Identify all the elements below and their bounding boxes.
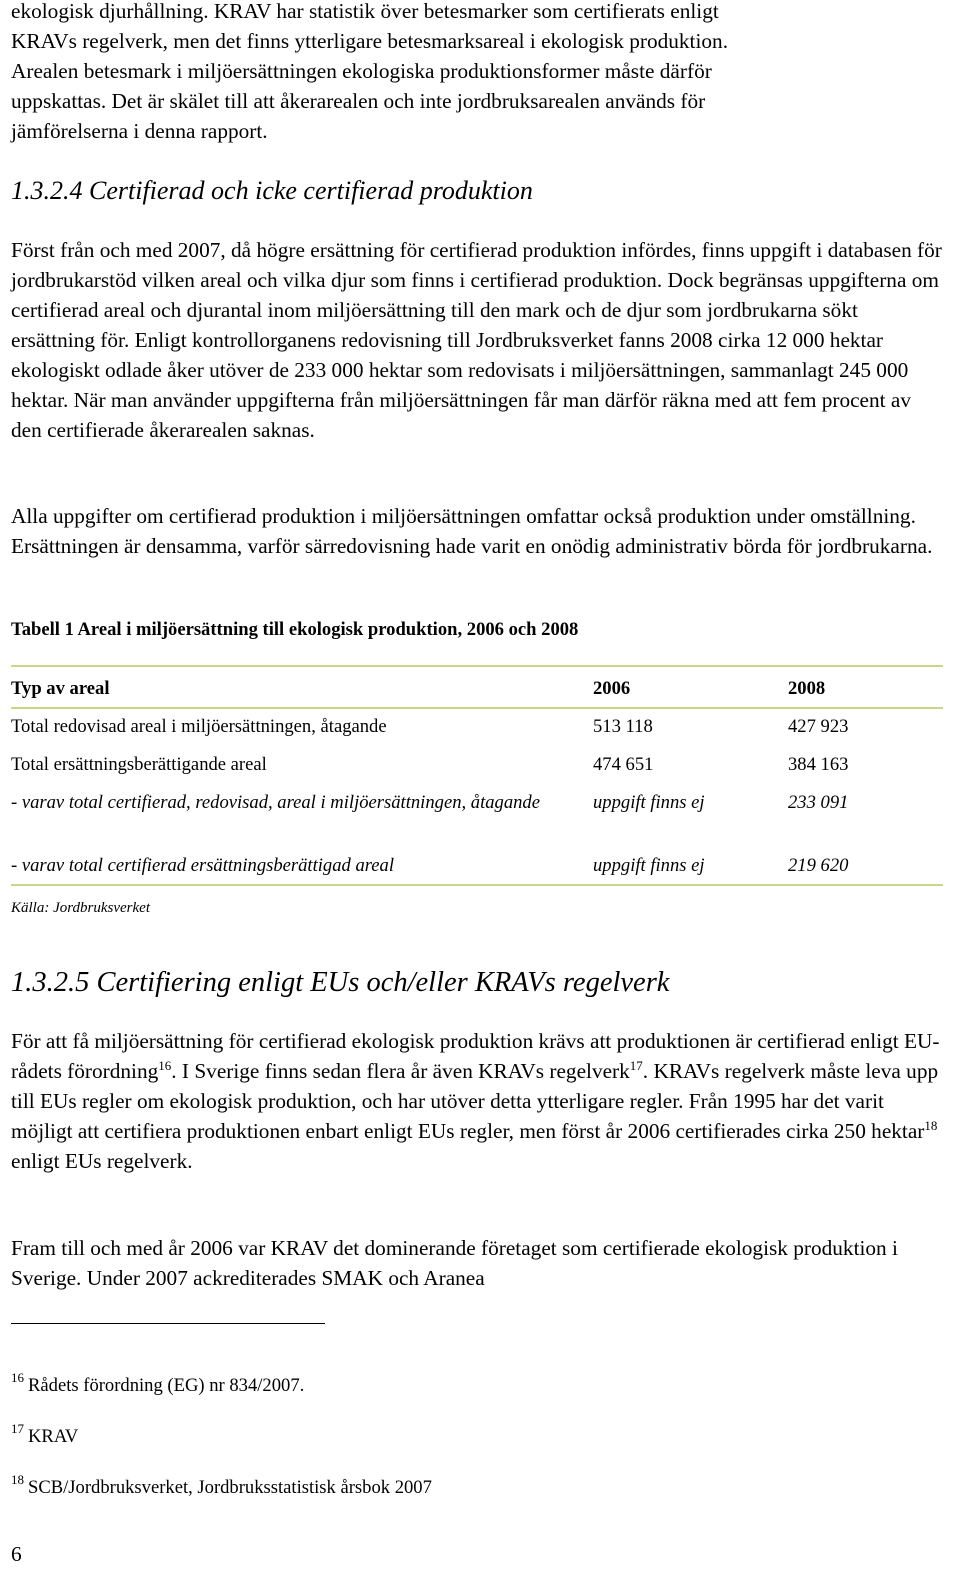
footnote-ref-16[interactable]: 16 xyxy=(158,1057,172,1073)
table-header-type: Typ av areal xyxy=(11,678,110,699)
footnote-number: 17 xyxy=(11,1421,24,1436)
section-1325-text-c: . KRAVs regelverk måste leva upp till EUs regler om ekologisk produktion, och har utöver detta ytterligare regler. Från 1995 har det varit möjligt att certifiera produktionen enbart enligt EUs regler, men först år 2006 certifierades cirka 250 hektar xyxy=(11,1059,939,1143)
section-1325-text-a: För att få miljöersättning för certifierad ekologisk produktion krävs att produktionen är certifierad enligt EU-rådets förordning xyxy=(11,1029,940,1083)
footnote-16 xyxy=(11,1366,304,1398)
table-cell: - varav total certifierad ersättningsberättigad areal xyxy=(11,855,395,876)
intro-paragraph xyxy=(11,0,946,146)
table-row xyxy=(11,752,943,780)
table-bottom-rule xyxy=(11,884,943,886)
table-header-row xyxy=(11,676,943,704)
section-1325-text-b: . I Sverige finns sedan flera år även KRAVs regelverk xyxy=(171,1059,630,1083)
footnote-17 xyxy=(11,1417,78,1449)
intro-line-4: uppskattas. Det är skälet till att åkerarealen och inte jordbruksarealen används för xyxy=(11,89,706,113)
intro-line-5: jämförelserna i denna rapport. xyxy=(11,119,268,143)
footnote-18 xyxy=(11,1468,432,1500)
footnote-text: Rådets förordning (EG) nr 834/2007. xyxy=(28,1375,305,1396)
table-cell: 384 163 xyxy=(788,754,849,775)
table-header-2006: 2006 xyxy=(593,678,631,699)
table-cell: - varav total certifierad, redovisad, areal i miljöersättningen, åtagande xyxy=(11,792,540,813)
table-source: Källa: Jordbruksverket xyxy=(11,900,150,916)
footnote-number: 16 xyxy=(11,1370,24,1385)
section-1324-paragraph-1: Först från och med 2007, då högre ersättning för certifierad produktion infördes, finns uppgift i databasen för jordbrukarstöd vilken areal och vilka djur som finns i certifierad produktion. Dock begränsas uppgifterna om certifierad areal och djurantal inom miljöersättning till den mark och de djur som jordbrukarna sökt ersättning för. Enligt kontrollorganens redovisning till Jordbruksverket fanns 2008 cirka 12 000 hektar ekologiskt odlade åker utöver de 233 000 hektar som redovisats i miljöersättningen, sammanlagt 245 000 hektar. När man använder uppgifterna från miljöersättningen får man därför räkna med att fem procent av den certifierade åkerarealen saknas. xyxy=(11,238,942,442)
table-caption: Tabell 1 Areal i miljöersättning till ekologisk produktion, 2006 och 2008 xyxy=(11,619,579,640)
table-cell: Total ersättningsberättigande areal xyxy=(11,754,267,775)
section-1325-paragraph-1 xyxy=(11,1026,946,1176)
table-row xyxy=(11,790,943,844)
table-cell: uppgift finns ej xyxy=(593,855,705,876)
section-heading-1324: 1.3.2.4 Certifierad och icke certifierad produktion xyxy=(11,176,533,205)
footnote-separator xyxy=(11,1323,325,1324)
table-row xyxy=(11,714,943,742)
table-cell: 219 620 xyxy=(788,855,849,876)
footnote-ref-17[interactable]: 17 xyxy=(629,1057,643,1073)
intro-line-2: KRAVs regelverk, men det finns ytterligare betesmarksareal i ekologisk produktion. xyxy=(11,29,729,53)
table-top-rule xyxy=(11,665,943,667)
table-cell: uppgift finns ej xyxy=(593,792,705,813)
table-cell: 513 118 xyxy=(593,716,653,737)
page-number: 6 xyxy=(11,1542,22,1566)
table-row xyxy=(11,853,943,881)
section-1324-paragraph-2: Alla uppgifter om certifierad produktion i miljöersättningen omfattar också produktion under omställning. Ersättningen är densamma, varför särredovisning hade varit en onödig administrativ börda för jordbrukarna. xyxy=(11,504,933,558)
footnote-text: SCB/Jordbruksverket, Jordbruksstatistisk årsbok 2007 xyxy=(28,1477,432,1498)
intro-line-3: Arealen betesmark i miljöersättningen ekologiska produktionsformer måste därför xyxy=(11,59,712,83)
footnote-text: KRAV xyxy=(28,1426,79,1447)
table-header-rule xyxy=(11,707,943,709)
table-cell: 233 091 xyxy=(788,792,849,813)
section-1325-paragraph-2: Fram till och med år 2006 var KRAV det dominerande företaget som certifierade ekologisk produktion i Sverige. Under 2007 ackrediterades SMAK och Aranea xyxy=(11,1236,898,1290)
table-cell: 474 651 xyxy=(593,754,654,775)
footnote-number: 18 xyxy=(11,1472,24,1487)
table-cell: Total redovisad areal i miljöersättningen, åtagande xyxy=(11,716,387,737)
table-header-2008: 2008 xyxy=(788,678,826,699)
table-cell: 427 923 xyxy=(788,716,849,737)
footnote-ref-18[interactable]: 18 xyxy=(924,1117,938,1133)
section-heading-1325: 1.3.2.5 Certifiering enligt EUs och/eller KRAVs regelverk xyxy=(11,967,670,998)
intro-line-1: ekologisk djurhållning. KRAV har statistik över betesmarker som certifierats enligt xyxy=(11,0,719,23)
section-1325-text-d: enligt EUs regelverk. xyxy=(11,1149,193,1173)
